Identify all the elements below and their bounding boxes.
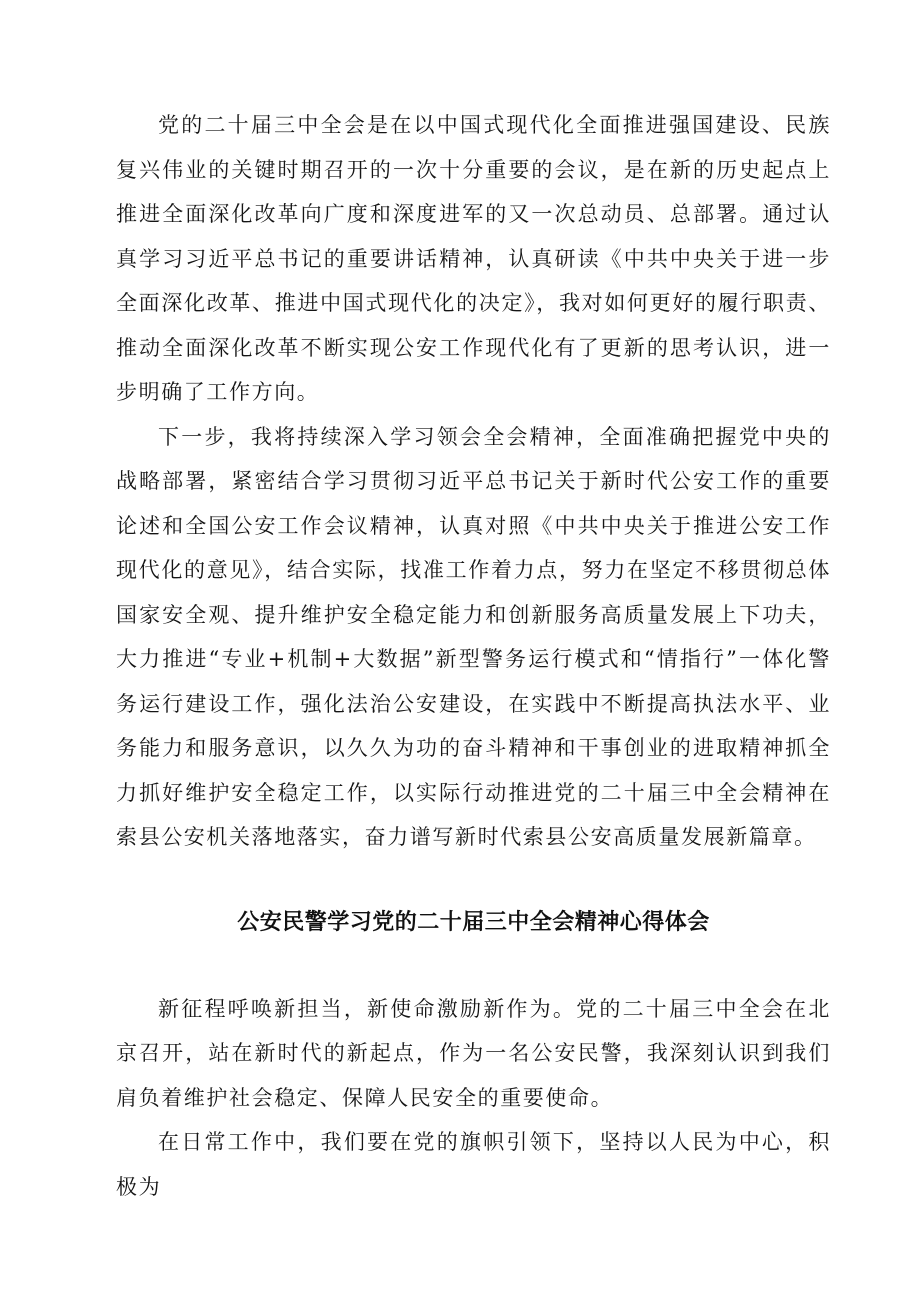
paragraph-daily-work: 在日常工作中，我们要在党的旗帜引领下，坚持以人民为中心，积极为 [116,1130,831,1199]
paragraph-new-mission: 新征程呼唤新担当，新使命激励新作为。党的二十届三中全会在北京召开，站在新时代的新起点，作为一名公安民警，我深刻认识到我们肩负着维护社会稳定、保障人民安全的重要使命。 [116,996,831,1110]
paragraph-plenary-significance: 党的二十届三中全会是在以中国式现代化全面推进强国建设、民族复兴伟业的关键时期召开的一次十分重要的会议，是在新的历史起点上推进全面深化改革向广度和深度进军的又一次总动员、总部署。通过认真学习习近平总书记的重要讲话精神，认真研读《中共中央关于进一步全面深化改革、推进中国式现代化的决定》，我对如何更好的履行职责、推动全面深化改革不断实现公安工作现代化有了更新的思考认识，进一步明确了工作方向。 [116,113,831,404]
section-spacer [116,945,831,987]
section-spacer [116,860,831,901]
section-title: 公安民警学习党的二十届三中全会精神心得体会 [237,909,710,935]
paragraph-next-steps: 下一步，我将持续深入学习领会全会精神，全面准确把握党中央的战略部署，紧密结合学习贯彻习近平总书记关于新时代公安工作的重要论述和全国公安工作会议精神，认真对照《中共中央关于推进公安工作现代化的意见》，结合实际，找准工作着力点，努力在坚定不移贯彻总体国家安全观、提升维护安全稳定能力和创新服务高质量发展上下功夫，大力推进“专业+机制+大数据”新型警务运行模式和“情指行”一体化警务运行建设工作，强化法治公安建设，在实践中不断提高执法水平、业务能力和服务意识，以久久为功的奋斗精神和干事创业的进取精神抓全力抓好维护安全稳定工作，以实际行动推进党的二十届三中全会精神在索县公安机关落地落实，奋力谱写新时代索县公安高质量发展新篇章。 [116,424,831,849]
document-page [116,103,831,1209]
